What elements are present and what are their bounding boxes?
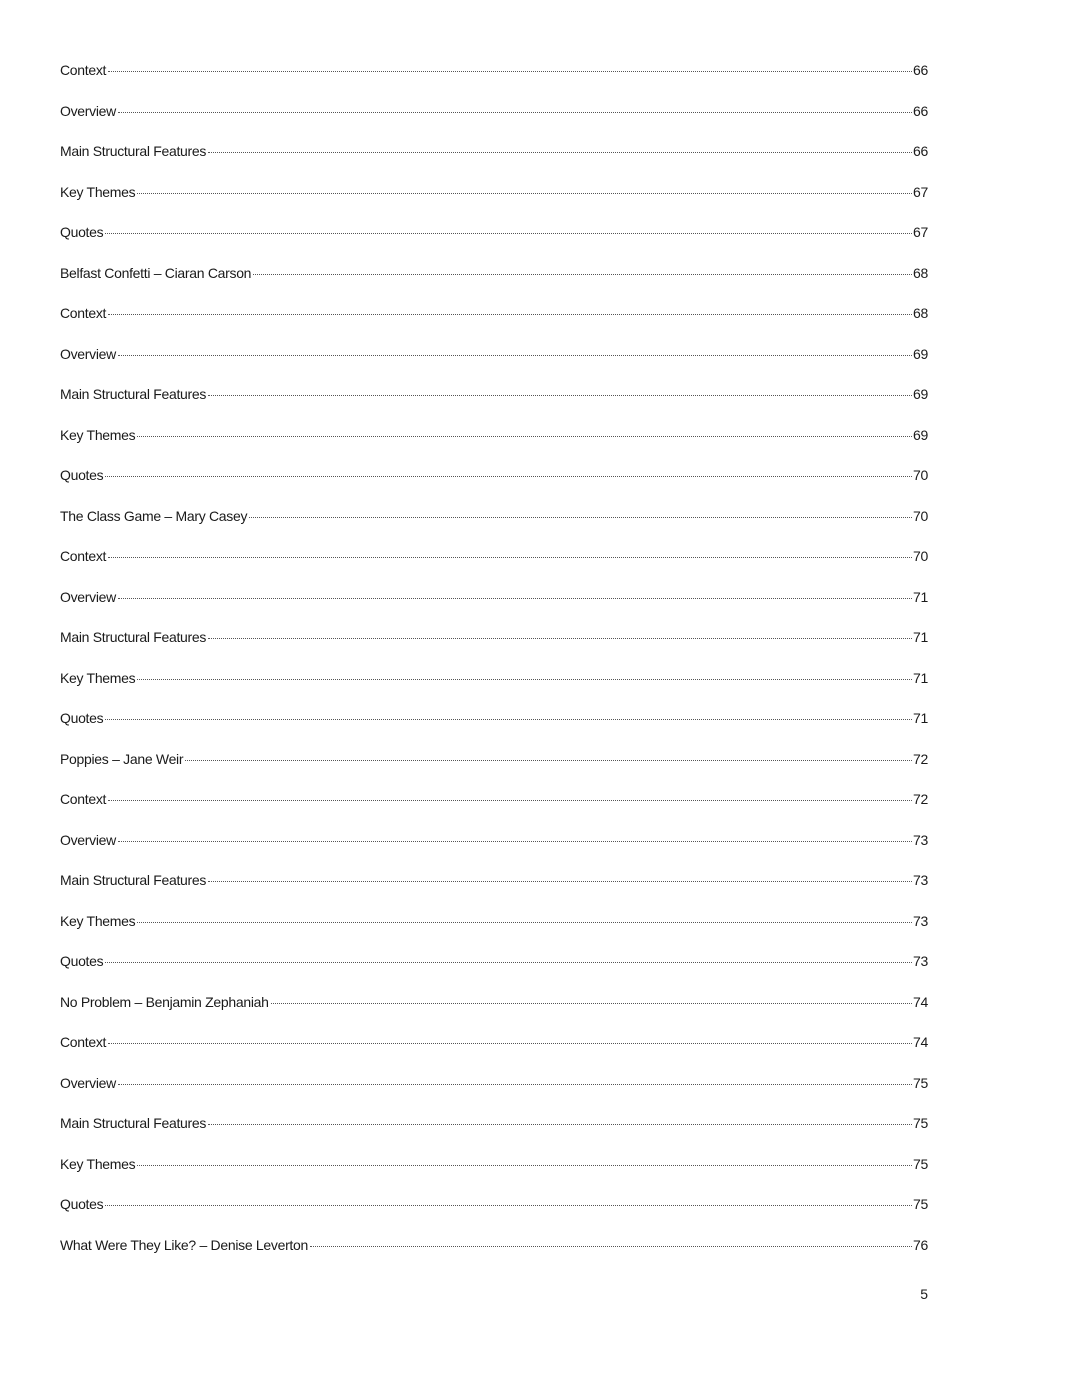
toc-entry-title[interactable]: Key Themes [60,669,136,686]
toc-entry-title[interactable]: Overview [60,588,116,605]
toc-entry[interactable] [60,629,928,670]
dot-leader [208,881,912,882]
dot-leader [137,922,912,923]
toc-entry-page[interactable]: 69 [913,345,928,362]
toc-entry[interactable] [60,953,928,994]
toc-entry-page[interactable]: 68 [913,305,928,321]
toc-entry-page[interactable]: 70 [913,507,928,524]
dot-leader [137,436,912,437]
toc-entry-page[interactable]: 72 [913,791,928,807]
dot-leader [137,193,912,194]
toc-entry-title[interactable]: Key Themes [60,1155,136,1172]
toc-entry[interactable] [60,386,928,427]
toc-entry-page[interactable]: 74 [913,1034,928,1050]
toc-entry-page[interactable]: 70 [913,467,928,483]
dot-leader [108,71,912,72]
toc-entry-title[interactable]: Quotes [60,467,104,483]
dot-leader [137,679,912,680]
toc-entry-title[interactable]: Key Themes [60,912,136,929]
toc-entry[interactable] [60,103,928,144]
toc-entry-title[interactable]: Belfast Confetti – Ciaran Carson [60,264,252,281]
toc-entry[interactable] [60,1156,928,1197]
toc-entry[interactable] [60,548,928,589]
toc-entry-title[interactable]: Overview [60,345,116,362]
dot-leader [208,395,912,396]
dot-leader [137,1165,912,1166]
toc-entry-page[interactable]: 75 [913,1155,928,1172]
toc-entry-page[interactable]: 67 [913,183,928,200]
toc-entry[interactable] [60,1034,928,1075]
toc-entry-page[interactable]: 68 [913,264,928,281]
toc-entry-page[interactable]: 73 [913,831,928,848]
toc-entry-page[interactable]: 71 [913,710,928,726]
toc-entry-title[interactable]: Key Themes [60,183,136,200]
toc-entry-title[interactable]: What Were They Like? – Denise Leverton [60,1236,308,1253]
toc-entry[interactable] [60,710,928,751]
toc-entry[interactable] [60,224,928,265]
dot-leader [105,233,912,234]
toc-entry-title[interactable]: The Class Game – Mary Casey [60,507,248,524]
toc-entry-page[interactable]: 72 [913,750,928,767]
dot-leader [185,760,912,761]
toc-entry-title[interactable]: Key Themes [60,426,136,443]
toc-entry-title[interactable]: Main Structural Features [60,1115,207,1131]
toc-entry-title[interactable]: Quotes [60,1196,104,1212]
dot-leader [118,841,912,842]
toc-entry-page[interactable]: 71 [913,669,928,686]
toc-entry[interactable] [60,143,928,184]
toc-entry-title[interactable]: Quotes [60,953,104,969]
toc-entry-page[interactable]: 67 [913,224,928,240]
dot-leader [271,1003,912,1004]
toc-entry[interactable] [60,184,928,225]
toc-entry-title[interactable]: Context [60,1034,107,1050]
dot-leader [118,598,912,599]
dot-leader [108,1043,912,1044]
toc-entry-title[interactable]: Overview [60,1074,116,1091]
toc-entry-title[interactable]: Main Structural Features [60,143,207,159]
dot-leader [108,314,912,315]
dot-leader [249,517,912,518]
dot-leader [253,274,912,275]
toc-entry[interactable] [60,751,928,792]
dot-leader [118,355,912,356]
toc-entry[interactable] [60,589,928,630]
toc-entry-title[interactable]: Main Structural Features [60,386,207,402]
dot-leader [105,1205,912,1206]
dot-leader [108,557,912,558]
toc-entry-page[interactable]: 73 [913,912,928,929]
toc-entry-title[interactable]: Context [60,791,107,807]
toc-entry-page[interactable]: 70 [913,548,928,564]
toc-entry-page[interactable]: 73 [913,953,928,969]
table-of-contents [60,62,928,1277]
toc-entry-page[interactable]: 71 [913,629,928,645]
toc-entry-title[interactable]: Main Structural Features [60,872,207,888]
toc-entry[interactable] [60,1115,928,1156]
toc-entry-title[interactable]: No Problem – Benjamin Zephaniah [60,993,269,1010]
toc-entry-title[interactable]: Overview [60,831,116,848]
toc-entry-title[interactable]: Quotes [60,710,104,726]
toc-entry-title[interactable]: Context [60,548,107,564]
dot-leader [208,1124,912,1125]
toc-entry[interactable] [60,1196,928,1237]
toc-entry[interactable] [60,791,928,832]
toc-entry[interactable] [60,467,928,508]
dot-leader [108,800,912,801]
dot-leader [118,112,912,113]
dot-leader [105,962,912,963]
toc-entry[interactable] [60,346,928,387]
toc-entry-page[interactable]: 75 [913,1196,928,1212]
toc-entry-page[interactable]: 75 [913,1074,928,1091]
toc-entry[interactable] [60,1075,928,1116]
toc-entry-page[interactable]: 75 [913,1115,928,1131]
toc-entry-page[interactable]: 69 [913,426,928,443]
toc-entry-page[interactable]: 71 [913,588,928,605]
toc-entry-page[interactable]: 73 [913,872,928,888]
dot-leader [310,1246,912,1247]
toc-entry-page[interactable]: 76 [913,1236,928,1253]
toc-entry[interactable] [60,1237,928,1278]
dot-leader [105,476,912,477]
toc-entry-title[interactable]: Poppies – Jane Weir [60,750,184,767]
toc-entry-title[interactable]: Context [60,305,107,321]
toc-entry-page[interactable]: 74 [913,993,928,1010]
toc-entry-page[interactable]: 66 [913,102,928,119]
toc-entry-page[interactable]: 69 [913,386,928,402]
toc-entry[interactable] [60,265,928,306]
toc-entry[interactable] [60,670,928,711]
toc-entry-page[interactable]: 66 [913,62,928,78]
dot-leader [208,152,912,153]
toc-entry-title[interactable]: Quotes [60,224,104,240]
toc-entry-title[interactable]: Context [60,62,107,78]
toc-entry[interactable] [60,427,928,468]
toc-entry[interactable] [60,872,928,913]
toc-entry[interactable] [60,832,928,873]
toc-entry-title[interactable]: Overview [60,102,116,119]
toc-entry[interactable] [60,305,928,346]
toc-entry-page[interactable]: 66 [913,143,928,159]
toc-entry-title[interactable]: Main Structural Features [60,629,207,645]
toc-entry[interactable] [60,508,928,549]
toc-entry[interactable] [60,994,928,1035]
toc-entry[interactable] [60,913,928,954]
dot-leader [208,638,912,639]
dot-leader [118,1084,912,1085]
toc-entry[interactable] [60,62,928,103]
dot-leader [105,719,912,720]
page-number: 5 [920,1286,928,1302]
